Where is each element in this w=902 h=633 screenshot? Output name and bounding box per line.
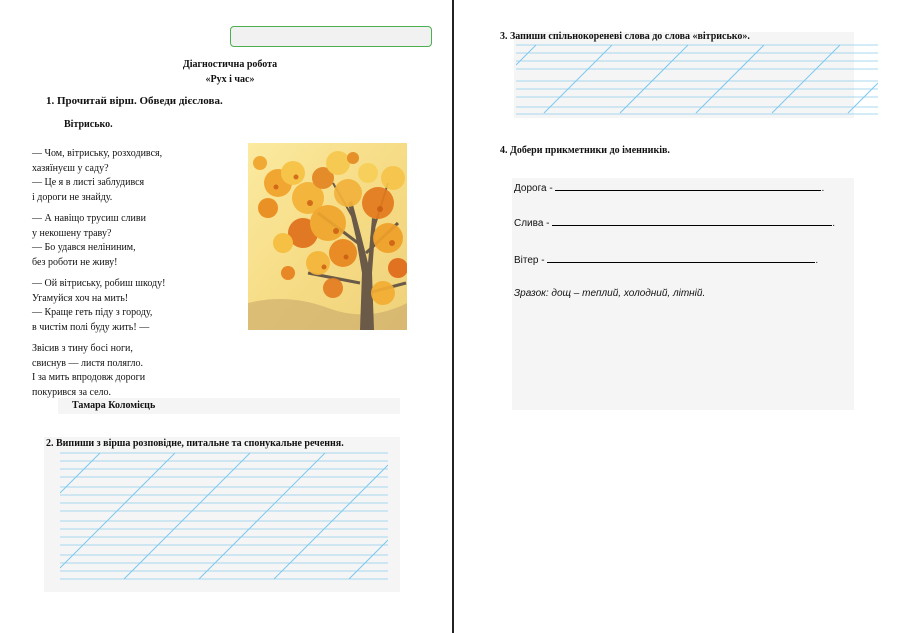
task2-writing-lines[interactable] bbox=[60, 451, 388, 589]
row-label: Слива - bbox=[514, 218, 550, 229]
task3-writing-lines[interactable] bbox=[516, 43, 878, 115]
example-text: Зразок: дощ – теплий, холодний, літній. bbox=[514, 288, 706, 299]
page-divider bbox=[452, 0, 454, 633]
answer-blank[interactable] bbox=[547, 252, 815, 263]
row-label: Дорога - bbox=[514, 183, 553, 194]
poem-author: Тамара Коломієць bbox=[58, 398, 400, 414]
task3-heading: 3. Запиши спільнокореневі слова до слова «вітрисько». bbox=[500, 31, 750, 42]
poem-title: Вітрисько. bbox=[64, 119, 113, 130]
row-label: Вітер - bbox=[514, 255, 545, 266]
header-input-box[interactable] bbox=[230, 26, 432, 47]
row-end: . bbox=[832, 218, 836, 229]
task2-heading: 2. Випиши з вірша розповідне, питальне та спонукальне речення. bbox=[46, 438, 344, 449]
autumn-tree-illustration bbox=[248, 143, 407, 330]
adjective-row-wind bbox=[514, 252, 818, 266]
adjective-row-road bbox=[514, 180, 824, 194]
answer-blank[interactable] bbox=[555, 180, 821, 191]
adjective-row-plum bbox=[514, 215, 835, 229]
answer-blank[interactable] bbox=[552, 215, 832, 226]
row-end: . bbox=[821, 183, 825, 194]
poem: — Чом, вітриську, розходився, хазяїнуєш у саду? — Це я в листі заблудився і дороги не знайду. — А навіщо трусиш сливи у некошену траву? — Бо удався неліниним, без роботи не живу! — Ой вітриську, робиш шкоду! Угамуйся хоч на мить! — Краще геть піду з городу, в чистім полі буду жить! — Звісив з тину босі ноги, свиснув — листя полягло. І за мить впродовж дороги покурився за село. bbox=[32, 148, 166, 398]
row-end: . bbox=[815, 255, 819, 266]
task1-heading: 1. Прочитай вірш. Обведи дієслова. bbox=[46, 95, 223, 107]
task4-heading: 4. Добери прикметники до іменників. bbox=[500, 145, 670, 156]
worksheet-title: Діагностична робота «Рух і час» bbox=[182, 59, 278, 85]
